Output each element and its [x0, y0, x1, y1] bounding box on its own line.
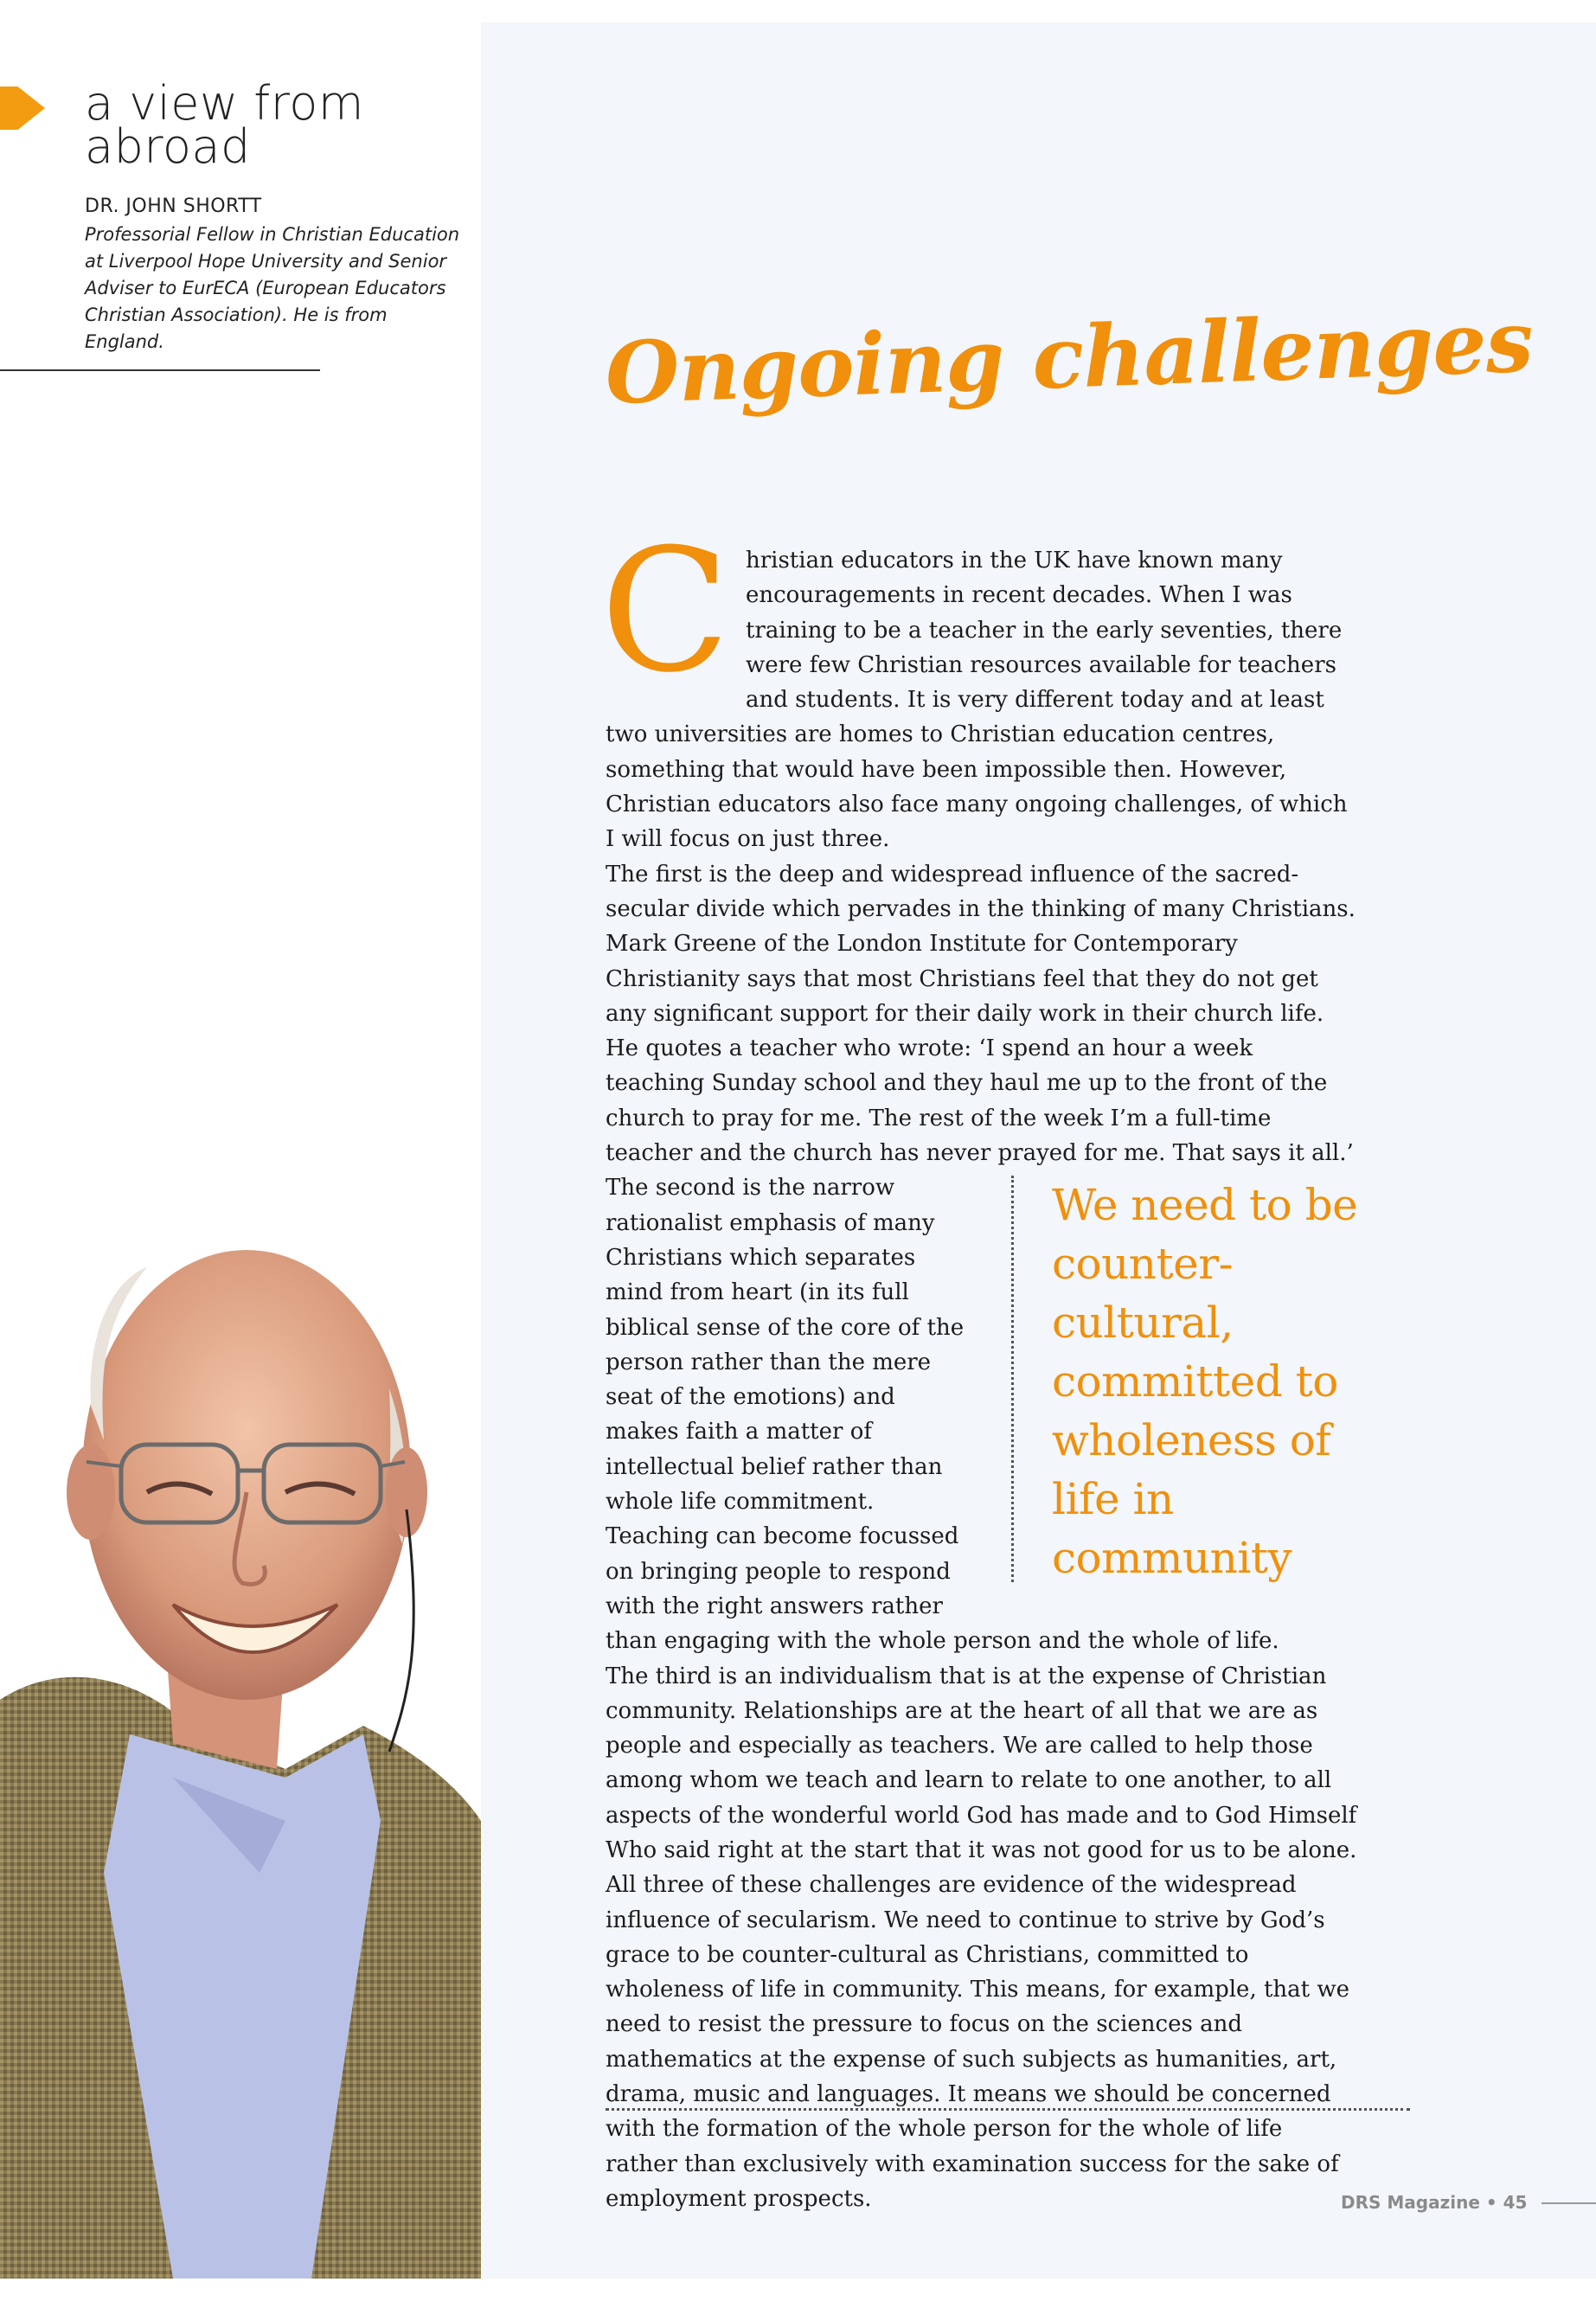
- section-title-line2: abroad: [85, 119, 251, 174]
- bottom-divider: [606, 2108, 1410, 2111]
- drop-cap: C: [600, 513, 730, 710]
- page-footer: DRS Magazine • 45: [1341, 2192, 1528, 2213]
- author-bio: Professorial Fellow in Christian Education at Liverpool Hope University and Senior Adviser to EurECA (European Educators Christian Association). He is from England.: [85, 224, 460, 352]
- paragraph-2: The first is the deep and widespread influence of the sacred-secular divide which pervades in the thinking of many Christians. Mark Greene of the London Institute for Contemporary Christianity says that most Christians feel that they do not get any significant support for their daily work in their church life. He quotes a teacher who wrote: ‘I spend an hour a week teaching Sunday school and they haul me up to the front of the church to pray for me. The rest of the week I’m a full-time teacher and the church has never prayed for me. That says it all.’: [606, 861, 1356, 1167]
- article-body: [600, 513, 1358, 2216]
- sidebar-divider: [0, 369, 320, 371]
- pull-quote: [1011, 1176, 1374, 1582]
- paragraph-4: The third is an individualism that is at the expense of Christian community. Relationships are at the heart of all that we are as people and especially as teachers. We are called to help those among whom we teach and learn to relate to one another, to all aspects of the wonderful world God has made and to God Himself Who said right at the start that it was not good for us to be alone.: [606, 1663, 1357, 1863]
- paragraph-5: All three of these challenges are evidence of the widespread influence of secularism. We need to continue to strive by God’s grace to be counter-cultural as Christians, committed to wholeness of life in community. This means, for example, that we need to resist the pressure to focus on the sciences and mathematics at the expense of such subjects as humanities, art, drama, music and languages. It means we should be concerned with the formation of the whole person for the whole of life rather than exclusively with examination success for the sake of employment prospects.: [606, 1872, 1350, 2212]
- paragraph-3: The second is the narrow rationalist emphasis of many Christians which separates mind from heart (in its full biblical sense of the core of the person rather than the mere seat of the emotions) and makes faith a matter of intellectual belief rather than whole life commitment. Teaching can become focussed on bringing people to respond with the right answers rather than engaging with the whole person and the whole of life.: [606, 1175, 1279, 1655]
- section-title: [85, 76, 364, 174]
- author-name: DR. JOHN SHORTT: [85, 195, 262, 217]
- footer-rule: [1542, 2202, 1596, 2204]
- section-title-line1: a view from: [85, 76, 364, 131]
- article-headline: Ongoing challenges: [603, 292, 1535, 424]
- section-marker-icon: [0, 87, 45, 130]
- pull-quote-text: We need to be counter-cultural, committed to wholeness of life in community: [1052, 1180, 1358, 1584]
- paragraph-1: hristian educators in the UK have known many encouragements in recent decades. When I was training to be a teacher in the early seventies, there were few Christian resources available for teachers and students. It is very different today and at least two universities are homes to Christian education centres, something that would have been impossible then. However, Christian educators also face many ongoing challenges, of which I will focus on just three.: [606, 548, 1348, 853]
- author-portrait: [0, 1215, 481, 2279]
